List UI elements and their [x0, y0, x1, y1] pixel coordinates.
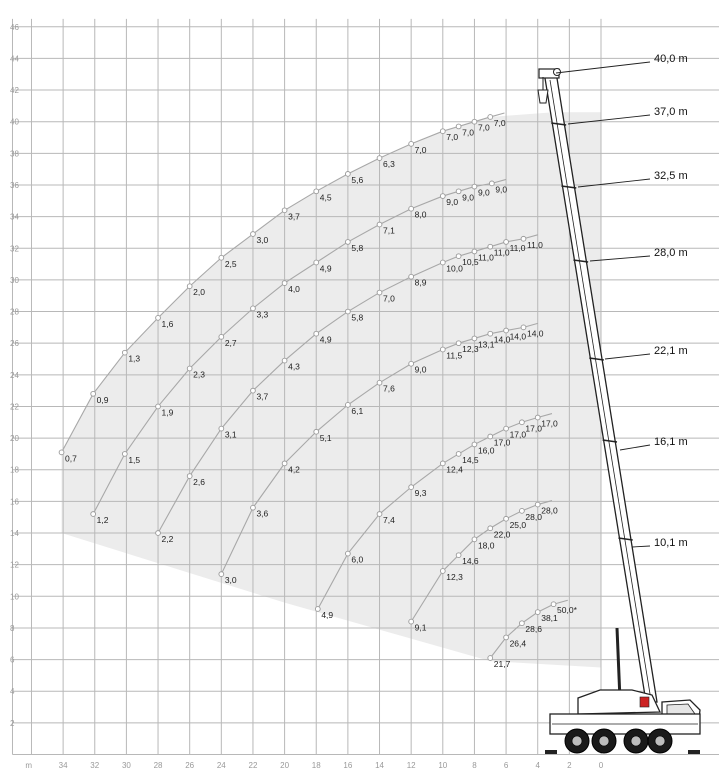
load-point — [440, 194, 445, 199]
load-point — [377, 512, 382, 517]
load-point — [282, 461, 287, 466]
load-value-label: 3,7 — [256, 391, 269, 402]
load-point — [551, 602, 556, 607]
load-value-label: 12,3 — [446, 571, 463, 582]
load-value-label: 1,3 — [128, 353, 141, 364]
load-value-label: 3,1 — [224, 429, 237, 440]
x-tick-label: 30 — [121, 761, 131, 770]
boom-length-label: 32,5 m — [654, 170, 688, 182]
load-point — [488, 656, 493, 661]
sheave — [554, 69, 561, 76]
load-value-label: 7,4 — [383, 515, 395, 526]
load-value-label: 1,5 — [128, 454, 141, 465]
y-tick-label: 8 — [10, 623, 15, 633]
load-value-label: 17,0 — [493, 437, 511, 448]
y-tick-label: 4 — [10, 687, 15, 697]
load-value-label: 14,5 — [462, 454, 479, 465]
outrigger-pad — [545, 750, 557, 754]
load-point — [251, 388, 256, 393]
load-point — [122, 350, 127, 355]
y-tick-label: 16 — [10, 497, 19, 507]
load-point — [472, 336, 477, 341]
load-value-label: 0,7 — [65, 453, 77, 464]
load-point — [456, 189, 461, 194]
load-point — [219, 572, 224, 577]
x-tick-label: 18 — [311, 761, 321, 770]
x-tick-label: 14 — [375, 761, 384, 770]
x-tick-label: 26 — [185, 761, 195, 770]
load-point — [521, 236, 526, 241]
y-tick-label: 36 — [10, 180, 19, 190]
load-value-label: 4,2 — [288, 464, 300, 475]
load-point — [409, 619, 414, 624]
load-point — [488, 434, 493, 439]
wheel-hub — [631, 736, 641, 746]
load-value-label: 50,0* — [557, 605, 577, 616]
load-point — [440, 569, 445, 574]
load-point — [282, 358, 287, 363]
load-value-label: 1,9 — [161, 407, 174, 418]
load-value-label: 28,0 — [541, 505, 558, 516]
load-point — [187, 284, 192, 289]
load-point — [409, 361, 414, 366]
load-point — [440, 347, 445, 352]
load-value-label: 21,7 — [493, 658, 511, 669]
load-value-label: 4,0 — [288, 284, 300, 295]
load-point — [440, 461, 445, 466]
y-tick-label: 18 — [10, 465, 19, 475]
load-value-label: 7,0 — [462, 127, 474, 138]
y-tick-label: 22 — [10, 402, 19, 412]
load-point — [345, 309, 350, 314]
load-point — [187, 366, 192, 371]
x-tick-label: 24 — [216, 761, 226, 770]
y-tick-label: 20 — [10, 434, 19, 444]
load-value-label: 9,0 — [495, 184, 508, 195]
load-value-label: 7,0 — [477, 122, 490, 133]
x-tick-label: 10 — [438, 761, 448, 770]
load-value-label: 17,0 — [525, 423, 542, 434]
load-value-label: 7,0 — [383, 293, 395, 304]
load-value-label: 3,0 — [256, 235, 269, 246]
load-point — [535, 610, 540, 615]
load-point — [377, 380, 382, 385]
load-point — [535, 415, 540, 420]
load-point — [440, 260, 445, 265]
load-point — [156, 315, 161, 320]
load-value-label: 11,0 — [477, 252, 494, 263]
y-tick-label: 14 — [10, 529, 19, 539]
load-value-label: 14,0 — [509, 331, 527, 342]
load-point — [504, 240, 509, 245]
load-value-label: 11,0 — [509, 242, 526, 253]
load-point — [488, 244, 493, 249]
hook-block — [538, 90, 548, 103]
load-value-label: 3,7 — [288, 211, 300, 222]
y-tick-label: 46 — [10, 22, 19, 32]
load-point — [156, 531, 161, 536]
load-point — [409, 274, 414, 279]
load-value-label: 10,0 — [446, 263, 463, 274]
load-value-label: 13,1 — [477, 339, 495, 350]
load-point — [91, 512, 96, 517]
load-value-label: 17,0 — [541, 418, 558, 429]
load-value-label: 4,3 — [288, 361, 300, 372]
x-tick-label: 20 — [280, 761, 290, 770]
y-tick-label: 6 — [10, 655, 15, 665]
load-point — [520, 621, 525, 626]
load-value-label: 2,6 — [193, 477, 206, 488]
load-point — [251, 232, 256, 237]
load-value-label: 11,5 — [446, 350, 463, 361]
load-value-label: 12,4 — [446, 464, 463, 475]
x-tick-label: 34 — [58, 761, 68, 770]
x-axis-unit: m — [25, 761, 32, 770]
load-point — [345, 240, 350, 245]
load-point — [409, 141, 414, 146]
x-tick-label: 4 — [535, 761, 540, 770]
load-value-label: 7,0 — [414, 144, 427, 155]
boom-length-label: 40,0 m — [654, 53, 688, 65]
load-value-label: 2,2 — [161, 534, 174, 545]
load-value-label: 6,1 — [351, 405, 364, 416]
load-value-label: 3,0 — [224, 575, 237, 586]
load-point — [504, 635, 509, 640]
x-tick-label: 0 — [598, 761, 604, 770]
boom-length-label: 16,1 m — [654, 436, 688, 448]
outrigger-pad — [688, 750, 700, 754]
load-point — [409, 485, 414, 490]
load-value-label: 7,0 — [493, 117, 506, 128]
load-point — [521, 325, 526, 330]
load-point — [456, 254, 461, 259]
load-point — [315, 607, 320, 612]
y-tick-label: 26 — [10, 339, 19, 349]
y-tick-label: 44 — [10, 54, 19, 64]
y-tick-label: 40 — [10, 117, 19, 127]
load-value-label: 1,2 — [96, 515, 109, 526]
y-tick-label: 42 — [10, 86, 19, 96]
y-tick-label: 24 — [10, 370, 19, 380]
load-point — [472, 537, 477, 542]
load-value-label: 28,6 — [525, 624, 542, 635]
load-point — [440, 129, 445, 134]
warning-light — [640, 697, 649, 707]
load-value-label: 12,3 — [462, 344, 479, 355]
load-point — [520, 420, 525, 425]
load-point — [251, 505, 256, 510]
load-value-label: 9,0 — [414, 364, 427, 375]
x-tick-label: 28 — [153, 761, 163, 770]
load-value-label: 2,7 — [224, 337, 237, 348]
load-point — [456, 553, 461, 558]
x-tick-label: 12 — [406, 761, 416, 770]
boom-length-label: 10,1 m — [654, 537, 688, 549]
load-value-label: 4,9 — [319, 334, 332, 345]
load-point — [282, 281, 287, 286]
load-value-label: 1,6 — [161, 318, 174, 329]
load-point — [377, 290, 382, 295]
load-point — [251, 306, 256, 311]
x-tick-label: 16 — [343, 761, 353, 770]
load-point — [345, 402, 350, 407]
load-value-label: 6,0 — [351, 554, 364, 565]
load-point — [219, 426, 224, 431]
load-value-label: 0,9 — [96, 394, 109, 405]
load-point — [219, 334, 224, 339]
load-value-label: 6,3 — [383, 159, 395, 170]
load-point — [520, 508, 525, 513]
load-point — [345, 172, 350, 177]
load-point — [377, 222, 382, 227]
load-point — [535, 502, 540, 507]
load-value-label: 5,6 — [351, 174, 364, 185]
load-point — [91, 391, 96, 396]
boom-length-label: 37,0 m — [654, 106, 688, 118]
y-tick-label: 12 — [10, 560, 19, 570]
load-point — [314, 331, 319, 336]
load-point — [456, 124, 461, 129]
load-point — [488, 331, 493, 336]
load-point — [489, 181, 494, 186]
load-value-label: 7,0 — [446, 132, 459, 143]
y-tick-label: 2 — [10, 718, 15, 728]
x-tick-label: 2 — [567, 761, 572, 770]
load-value-label: 2,0 — [193, 287, 206, 298]
load-value-label: 11,0 — [493, 247, 510, 258]
wheel-hub — [599, 736, 609, 746]
load-value-label: 2,3 — [193, 369, 206, 380]
y-tick-label: 30 — [10, 275, 19, 285]
load-value-label: 9,0 — [477, 187, 490, 198]
load-value-label: 38,1 — [541, 613, 558, 624]
load-value-label: 14,6 — [462, 556, 479, 567]
load-point — [187, 474, 192, 479]
load-point — [504, 516, 509, 521]
y-tick-label: 10 — [10, 592, 19, 602]
load-value-label: 8,9 — [414, 277, 427, 288]
load-point — [456, 452, 461, 457]
load-point — [488, 115, 493, 120]
load-value-label: 4,9 — [319, 263, 332, 274]
load-value-label: 5,8 — [351, 242, 364, 253]
wheel-hub — [655, 736, 665, 746]
load-point — [472, 119, 477, 124]
load-point — [282, 208, 287, 213]
load-value-label: 16,0 — [477, 445, 495, 456]
load-point — [409, 206, 414, 211]
x-tick-label: 22 — [248, 761, 258, 770]
y-tick-label: 34 — [10, 212, 19, 222]
load-value-label: 7,1 — [383, 225, 395, 236]
load-value-label: 18,0 — [477, 540, 495, 551]
boom-length-label: 22,1 m — [654, 345, 688, 357]
load-value-label: 11,0 — [526, 239, 543, 250]
load-value-label: 7,6 — [383, 383, 395, 394]
load-point — [456, 341, 461, 346]
load-point — [472, 442, 477, 447]
load-point — [59, 450, 64, 455]
wheel-hub — [572, 736, 582, 746]
load-value-label: 2,5 — [224, 258, 237, 269]
y-tick-label: 38 — [10, 149, 19, 159]
load-value-label: 3,3 — [256, 309, 269, 320]
load-point — [314, 429, 319, 434]
y-tick-label: 32 — [10, 244, 19, 254]
load-value-label: 9,0 — [462, 192, 474, 203]
load-value-label: 22,0 — [493, 529, 511, 540]
load-value-label: 4,5 — [319, 192, 332, 203]
load-value-label: 9,0 — [446, 197, 459, 208]
load-value-label: 5,8 — [351, 312, 364, 323]
load-point — [504, 426, 509, 431]
load-value-label: 3,6 — [256, 508, 269, 519]
x-tick-label: 8 — [472, 761, 477, 770]
x-tick-label: 32 — [90, 761, 100, 770]
load-value-label: 26,4 — [509, 638, 527, 649]
load-value-label: 9,1 — [414, 622, 427, 633]
load-value-label: 9,3 — [414, 488, 427, 499]
load-value-label: 4,9 — [321, 609, 334, 620]
load-value-label: 14,0 — [526, 328, 544, 339]
load-point — [345, 551, 350, 556]
load-point — [504, 328, 509, 333]
load-point — [219, 255, 224, 260]
load-point — [472, 184, 477, 189]
load-point — [122, 452, 127, 457]
y-tick-label: 28 — [10, 307, 19, 317]
load-point — [314, 260, 319, 265]
x-tick-label: 6 — [503, 761, 509, 770]
load-value-label: 14,0 — [493, 334, 511, 345]
load-point — [488, 526, 493, 531]
load-value-label: 10,5 — [462, 257, 479, 268]
load-value-label: 8,0 — [414, 209, 427, 220]
load-point — [314, 189, 319, 194]
load-value-label: 17,0 — [509, 429, 527, 440]
load-value-label: 25,0 — [509, 519, 527, 530]
boom-length-label: 28,0 m — [654, 247, 688, 259]
load-point — [472, 249, 477, 254]
load-value-label: 5,1 — [319, 432, 332, 443]
load-point — [377, 156, 382, 161]
load-point — [156, 404, 161, 409]
load-value-label: 28,0 — [525, 511, 542, 522]
